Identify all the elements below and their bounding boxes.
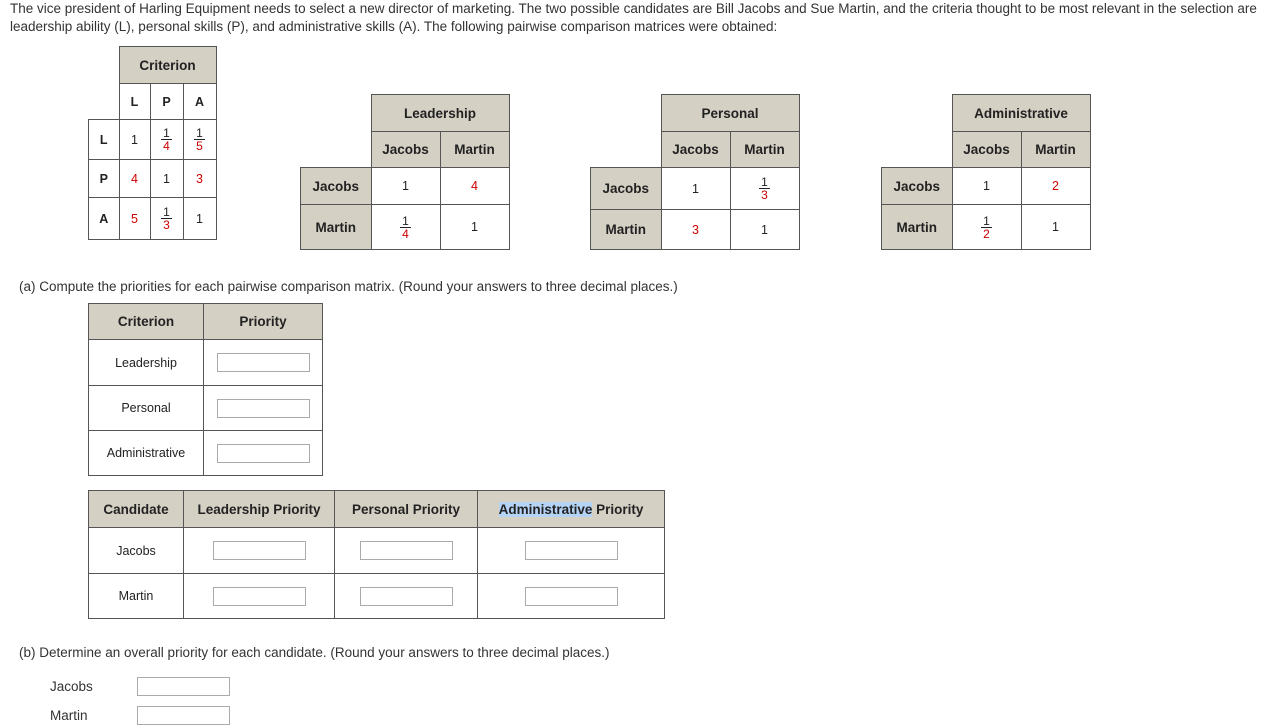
martin-leadership-priority-input[interactable] xyxy=(213,587,306,606)
row-header-l: L xyxy=(89,120,120,160)
candidate-row-martin: Martin xyxy=(89,574,184,619)
leadership-priority-header: Leadership Priority xyxy=(184,491,335,528)
personal-col-martin: Martin xyxy=(730,132,799,168)
personal-col-jacobs: Jacobs xyxy=(661,132,730,168)
cell-l-a: $\frac{1}{5}$ xyxy=(183,120,216,160)
martin-personal-priority-input[interactable] xyxy=(360,587,453,606)
personal-row-jacobs: Jacobs xyxy=(591,168,662,210)
administrative-row-martin: Martin xyxy=(882,205,953,250)
overall-martin-label: Martin xyxy=(50,708,88,723)
col-header-p: P xyxy=(150,84,183,120)
personal-row-martin: Martin xyxy=(591,210,662,250)
personal-priority-header: Personal Priority xyxy=(335,491,478,528)
highlighted-administrative-text: Administrative xyxy=(498,501,593,517)
administrative-priority-header: Administrative Priority xyxy=(478,491,665,528)
leadership-col-jacobs: Jacobs xyxy=(371,132,440,168)
cell-l-l: 1 xyxy=(119,120,150,160)
personal-jm: $\frac{1}{3}$ xyxy=(730,168,799,210)
col-header-a: A xyxy=(183,84,216,120)
criterion-priority-header-priority: Priority xyxy=(204,304,323,340)
cell-p-p: 1 xyxy=(150,160,183,198)
criterion-row-administrative: Administrative xyxy=(89,431,204,476)
leadership-jj: 1 xyxy=(371,168,440,205)
leadership-col-martin: Martin xyxy=(440,132,509,168)
personal-mm: 1 xyxy=(730,210,799,250)
candidate-row-jacobs: Jacobs xyxy=(89,528,184,574)
cell-p-a: 3 xyxy=(183,160,216,198)
leadership-priority-cell xyxy=(204,340,323,386)
administrative-col-jacobs: Jacobs xyxy=(952,132,1021,168)
overall-jacobs-input[interactable] xyxy=(137,677,230,696)
personal-mj: 3 xyxy=(661,210,730,250)
cell-a-p: $\frac{1}{3}$ xyxy=(150,198,183,240)
criterion-matrix xyxy=(88,46,217,240)
administrative-jm: 2 xyxy=(1021,168,1090,205)
administrative-col-martin: Martin xyxy=(1021,132,1090,168)
part-a-prompt: (a) Compute the priorities for each pairwise comparison matrix. (Round your answers to three decimal places.) xyxy=(19,279,678,294)
part-b-prompt: (b) Determine an overall priority for each candidate. (Round your answers to three decimal places.) xyxy=(19,645,610,660)
cell-p-l: 4 xyxy=(119,160,150,198)
jacobs-leadership-priority-input[interactable] xyxy=(213,541,306,560)
administrative-mm: 1 xyxy=(1021,205,1090,250)
leadership-mj: $\frac{1}{4}$ xyxy=(371,205,440,250)
personal-priority-input[interactable] xyxy=(217,399,310,418)
administrative-mj: $\frac{1}{2}$ xyxy=(952,205,1021,250)
administrative-row-jacobs: Jacobs xyxy=(882,168,953,205)
criterion-row-leadership: Leadership xyxy=(89,340,204,386)
administrative-priority-input[interactable] xyxy=(217,444,310,463)
leadership-matrix xyxy=(300,94,510,250)
administrative-matrix-title: Administrative xyxy=(952,95,1090,132)
cell-a-l: 5 xyxy=(119,198,150,240)
cell-a-a: 1 xyxy=(183,198,216,240)
leadership-mm: 1 xyxy=(440,205,509,250)
jacobs-personal-priority-input[interactable] xyxy=(360,541,453,560)
col-header-l: L xyxy=(119,84,150,120)
jacobs-administrative-priority-input[interactable] xyxy=(525,541,618,560)
criterion-priority-table xyxy=(88,303,323,476)
criterion-matrix-title: Criterion xyxy=(119,47,216,84)
leadership-priority-input[interactable] xyxy=(217,353,310,372)
overall-martin-input[interactable] xyxy=(137,706,230,725)
row-header-p: P xyxy=(89,160,120,198)
personal-jj: 1 xyxy=(661,168,730,210)
administrative-jj: 1 xyxy=(952,168,1021,205)
row-header-a: A xyxy=(89,198,120,240)
cell-l-p: $\frac{1}{4}$ xyxy=(150,120,183,160)
problem-intro: The vice president of Harling Equipment needs to select a new director of marketing. The two possible candidates are Bill Jacobs and Sue Martin, and the criteria thought to be most relevant in the selection are leadership ability (L), personal skills (P), and administrative skills (A). The following pairwise comparison matrices were obtained: xyxy=(10,1,1257,34)
overall-jacobs-label: Jacobs xyxy=(50,679,93,694)
administrative-priority-cell xyxy=(204,431,323,476)
criterion-priority-header-criterion: Criterion xyxy=(89,304,204,340)
leadership-matrix-title: Leadership xyxy=(371,95,509,132)
personal-priority-cell xyxy=(204,386,323,431)
candidate-header: Candidate xyxy=(89,491,184,528)
criterion-row-personal: Personal xyxy=(89,386,204,431)
personal-matrix xyxy=(590,94,800,250)
leadership-row-jacobs: Jacobs xyxy=(301,168,372,205)
administrative-matrix xyxy=(881,94,1091,250)
leadership-jm: 4 xyxy=(440,168,509,205)
martin-administrative-priority-input[interactable] xyxy=(525,587,618,606)
candidate-priority-table xyxy=(88,490,665,619)
leadership-row-martin: Martin xyxy=(301,205,372,250)
personal-matrix-title: Personal xyxy=(661,95,799,132)
